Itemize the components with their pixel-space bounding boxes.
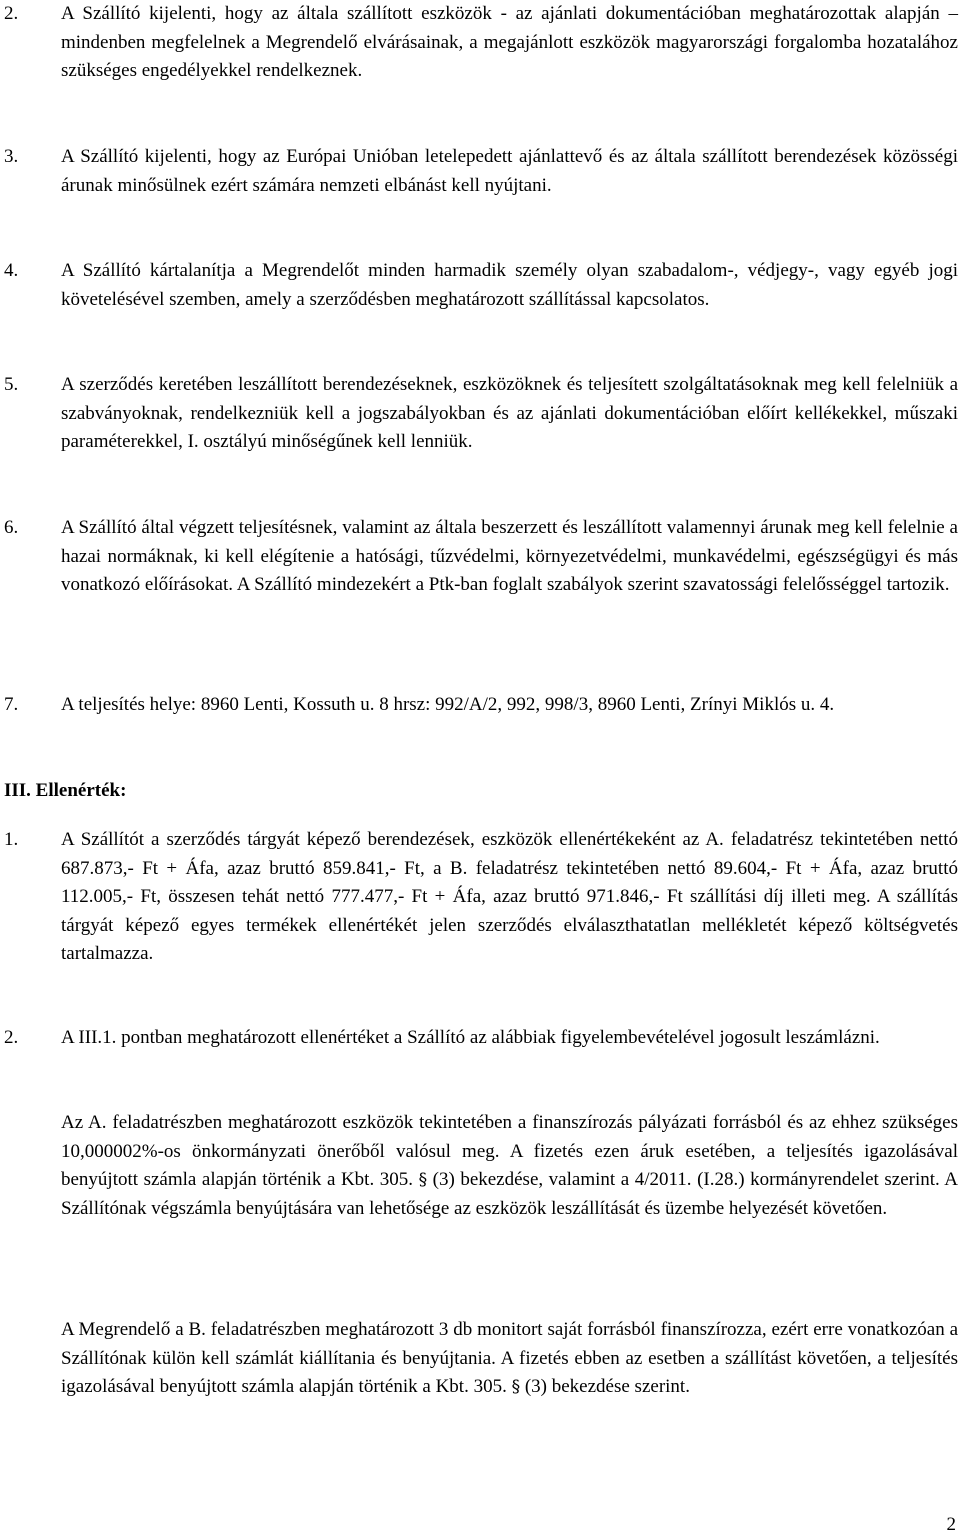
payment-clause-1	[4, 826, 958, 969]
clause-number: 5.	[4, 374, 19, 395]
clause-7	[4, 691, 958, 720]
paragraph-text: Az A. feladatrészben meghatározott eszközök tekintetében a finanszírozás pályázati forrásból és az ehhez szükséges 10,000002%-os önkormányzati önerőből valósul meg. A fizetés ezen áruk esetében, a teljesítés igazolásával benyújtott számla alapján történik a Kbt. 305.	[61, 1112, 958, 1191]
paragraph-text: (3) bekezdése, valamint a 4/2011. (I.28.) kormányrendelet szerint. A Szállítónak végszámla benyújtására van lehetősége az eszközök leszállítását és üzembe helyezését követően.	[61, 1169, 959, 1219]
clause-number: 3.	[4, 146, 19, 167]
clause-number: 1.	[4, 829, 19, 850]
payment-clause-2	[4, 1024, 958, 1053]
section-sign: §	[511, 1377, 521, 1398]
clause-text: A Szállító által végzett teljesítésnek, valamint az általa beszerzett és leszállított valamennyi árunak meg kell felelnie a hazai normáknak, ki kell elégítenie a hatósági, tűzvédelmi, környezetvédelmi, munkavédelmi, egészségügyi és más vonatkozó előírásokat. A Szállító mindezekért a Ptk-ban foglalt szabályok szerint szavatossági felelősséggel tartozik.	[61, 517, 958, 596]
paragraph-text: A Megrendelő a B. feladatrészben meghatározott 3 db monitort saját forrásból finanszírozza, ezért erre vonatkozóan a Szállítónak külön kell számlát kiállítania és benyújtania. A fizetés ebben az esetben a szállítást követően, a teljesítés igazolásával benyújtott számla alapján történik a Kbt. 305.	[61, 1319, 958, 1398]
clause-2	[4, 0, 958, 86]
clause-number: 2.	[4, 1027, 19, 1048]
clause-text: A Szállító kijelenti, hogy az általa szállított eszközök - az ajánlati dokumentációban meghatározottak alapján – mindenben megfelelnek a Megrendelő elvárásainak, a megajánlott eszközök magyarországi forgalomba hozatalához szükséges engedélyekkel rendelkeznek.	[61, 3, 958, 82]
clause-4	[4, 257, 958, 314]
paragraph-text: (3) bekezdése szerint.	[520, 1376, 690, 1398]
paragraph-part-b	[61, 1316, 958, 1402]
clause-text: A III.1. pontban meghatározott ellenértéket a Szállító az alábbiak figyelembevételével jogosult leszámlázni.	[61, 1027, 880, 1048]
clause-text: A Szállítót a szerződés tárgyát képező berendezések, eszközök ellenértékeként az A. feladatrész tekintetében nettó 687.873,- Ft + Áfa, azaz bruttó 859.841,- Ft, a B. feladatrész tekintetében nettó 89.604,- Ft + Áfa, azaz bruttó 112.005,- Ft, összesen tehát nettó 777.477,- Ft + Áfa, azaz bruttó 971.846,- Ft szállítási díj illeti meg. A szállítás tárgyát képező egyes termékek ellenértékét jelen szerződés elválaszthatatlan mellékletét képező költségvetés tartalmazza.	[61, 829, 958, 965]
clause-number: 4.	[4, 260, 19, 281]
clause-number: 7.	[4, 694, 19, 715]
section-sign: §	[418, 1170, 428, 1191]
clause-number: 6.	[4, 517, 19, 538]
clause-text: A teljesítés helye: 8960 Lenti, Kossuth u. 8 hrsz: 992/A/2, 992, 998/3, 8960 Lenti, Zrínyi Miklós u. 4.	[61, 694, 835, 715]
section-heading: III. Ellenérték:	[4, 780, 127, 801]
clause-6	[4, 514, 958, 600]
page-number: 2	[946, 1514, 956, 1535]
clause-3	[4, 143, 958, 200]
clause-text: A szerződés keretében leszállított berendezéseknek, eszközöknek és teljesített szolgáltatásoknak meg kell felelniük a szabványoknak, rendelkezniük kell a jogszabályokban és az ajánlati dokumentációban előírt kellékekkel, műszaki paraméterekkel, I. osztályú minőségűnek kell lenniük.	[61, 374, 958, 453]
clause-text: A Szállító kijelenti, hogy az Európai Unióban letelepedett ajánlattevő és az általa szállított berendezések közösségi árunak minősülnek ezért számára nemzeti elbánást kell nyújtani.	[61, 146, 958, 196]
clause-5	[4, 371, 958, 457]
paragraph-part-a	[61, 1109, 958, 1223]
clause-text: A Szállító kártalanítja a Megrendelőt minden harmadik személy olyan szabadalom-, védjegy-, vagy egyéb jogi követelésével szemben, amely a szerződésben meghatározott szállítással kapcsolatos.	[61, 260, 958, 310]
clause-number: 2.	[4, 3, 19, 24]
